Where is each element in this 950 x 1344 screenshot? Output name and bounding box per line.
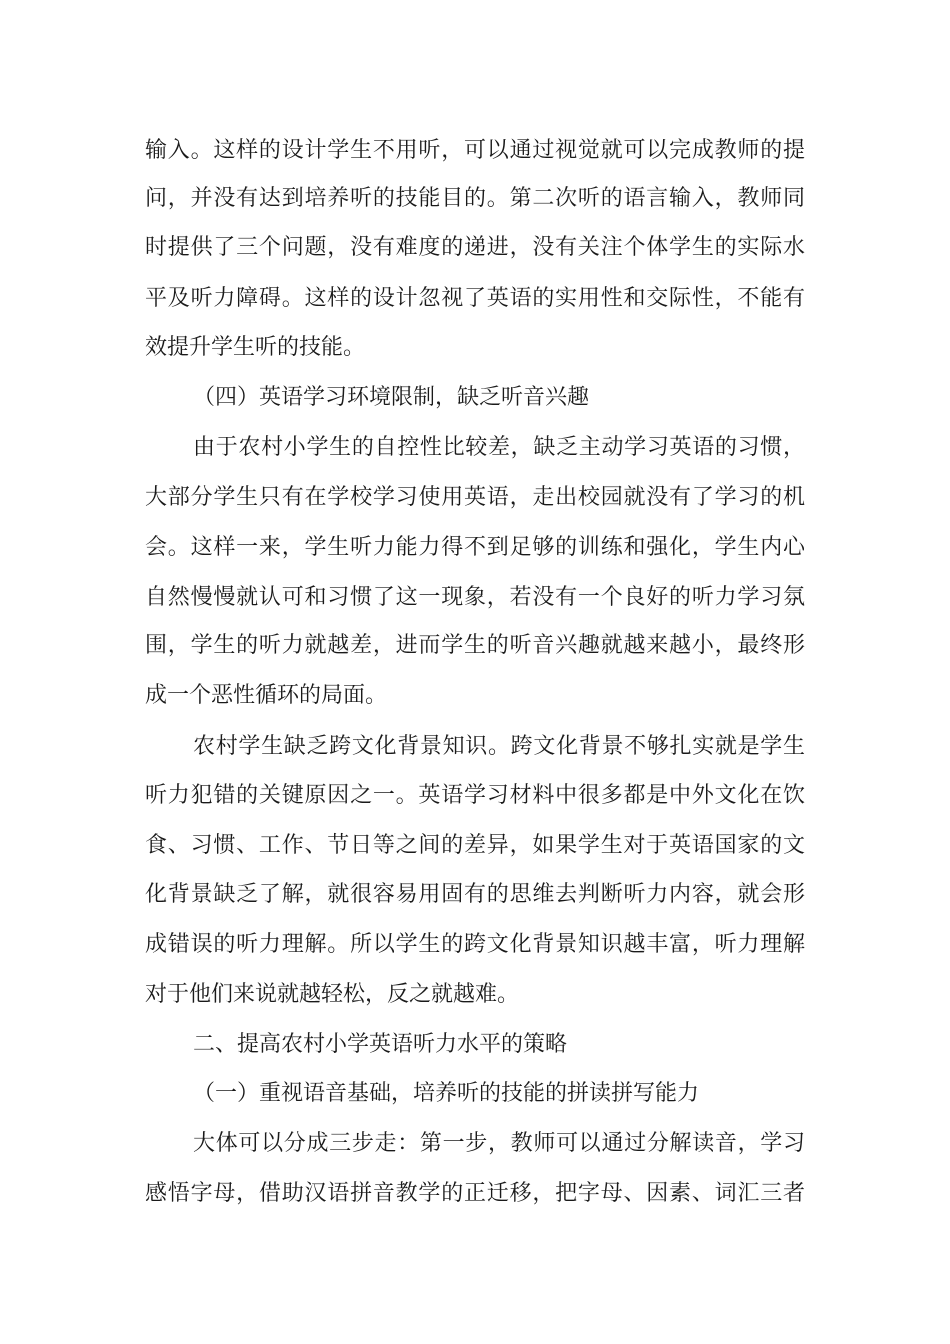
paragraph-line: 成错误的听力理解。所以学生的跨文化背景知识越丰富，听力理解 bbox=[145, 932, 805, 957]
paragraph-line: 成一个恶性循环的局面。 bbox=[145, 683, 388, 708]
section-heading: 二、提高农村小学英语听力水平的策略 bbox=[193, 1032, 568, 1057]
paragraph-line: 问，并没有达到培养听的技能目的。第二次听的语言输入，教师同 bbox=[145, 186, 805, 211]
paragraph-line: 由于农村小学生的自控性比较差，缺乏主动学习英语的习惯， bbox=[193, 435, 805, 460]
paragraph-line: 听力犯错的关键原因之一。英语学习材料中很多都是中外文化在饮 bbox=[145, 783, 805, 808]
paragraph-line: 对于他们来说就越轻松，反之就越难。 bbox=[145, 982, 520, 1007]
paragraph-line: 平及听力障碍。这样的设计忽视了英语的实用性和交际性，不能有 bbox=[145, 286, 805, 311]
paragraph-line: 围，学生的听力就越差，进而学生的听音兴趣就越来越小，最终形 bbox=[145, 633, 805, 658]
paragraph-line: 输入。这样的设计学生不用听，可以通过视觉就可以完成教师的提 bbox=[145, 138, 805, 163]
paragraph-line: 大体可以分成三步走：第一步，教师可以通过分解读音，学习 bbox=[193, 1131, 805, 1156]
paragraph-line: 自然慢慢就认可和习惯了这一现象，若没有一个良好的听力学习氛 bbox=[145, 585, 805, 610]
section-heading: （四）英语学习环境限制，缺乏听音兴趣 bbox=[193, 385, 590, 410]
paragraph-line: 农村学生缺乏跨文化背景知识。跨文化背景不够扎实就是学生 bbox=[193, 734, 805, 759]
paragraph-line: 时提供了三个问题，没有难度的递进，没有关注个体学生的实际水 bbox=[145, 235, 805, 260]
paragraph-line: 效提升学生听的技能。 bbox=[145, 335, 366, 360]
subsection-heading: （一）重视语音基础，培养听的技能的拼读拼写能力 bbox=[193, 1081, 700, 1106]
paragraph-line: 食、习惯、工作、节日等之间的差异，如果学生对于英语国家的文 bbox=[145, 833, 805, 858]
paragraph-line: 会。这样一来，学生听力能力得不到足够的训练和强化，学生内心 bbox=[145, 535, 805, 560]
paragraph-line: 感悟字母，借助汉语拼音教学的正迁移，把字母、因素、词汇三者 bbox=[145, 1181, 805, 1206]
paragraph-line: 化背景缺乏了解，就很容易用固有的思维去判断听力内容，就会形 bbox=[145, 882, 805, 907]
paragraph-line: 大部分学生只有在学校学习使用英语，走出校园就没有了学习的机 bbox=[145, 485, 805, 510]
